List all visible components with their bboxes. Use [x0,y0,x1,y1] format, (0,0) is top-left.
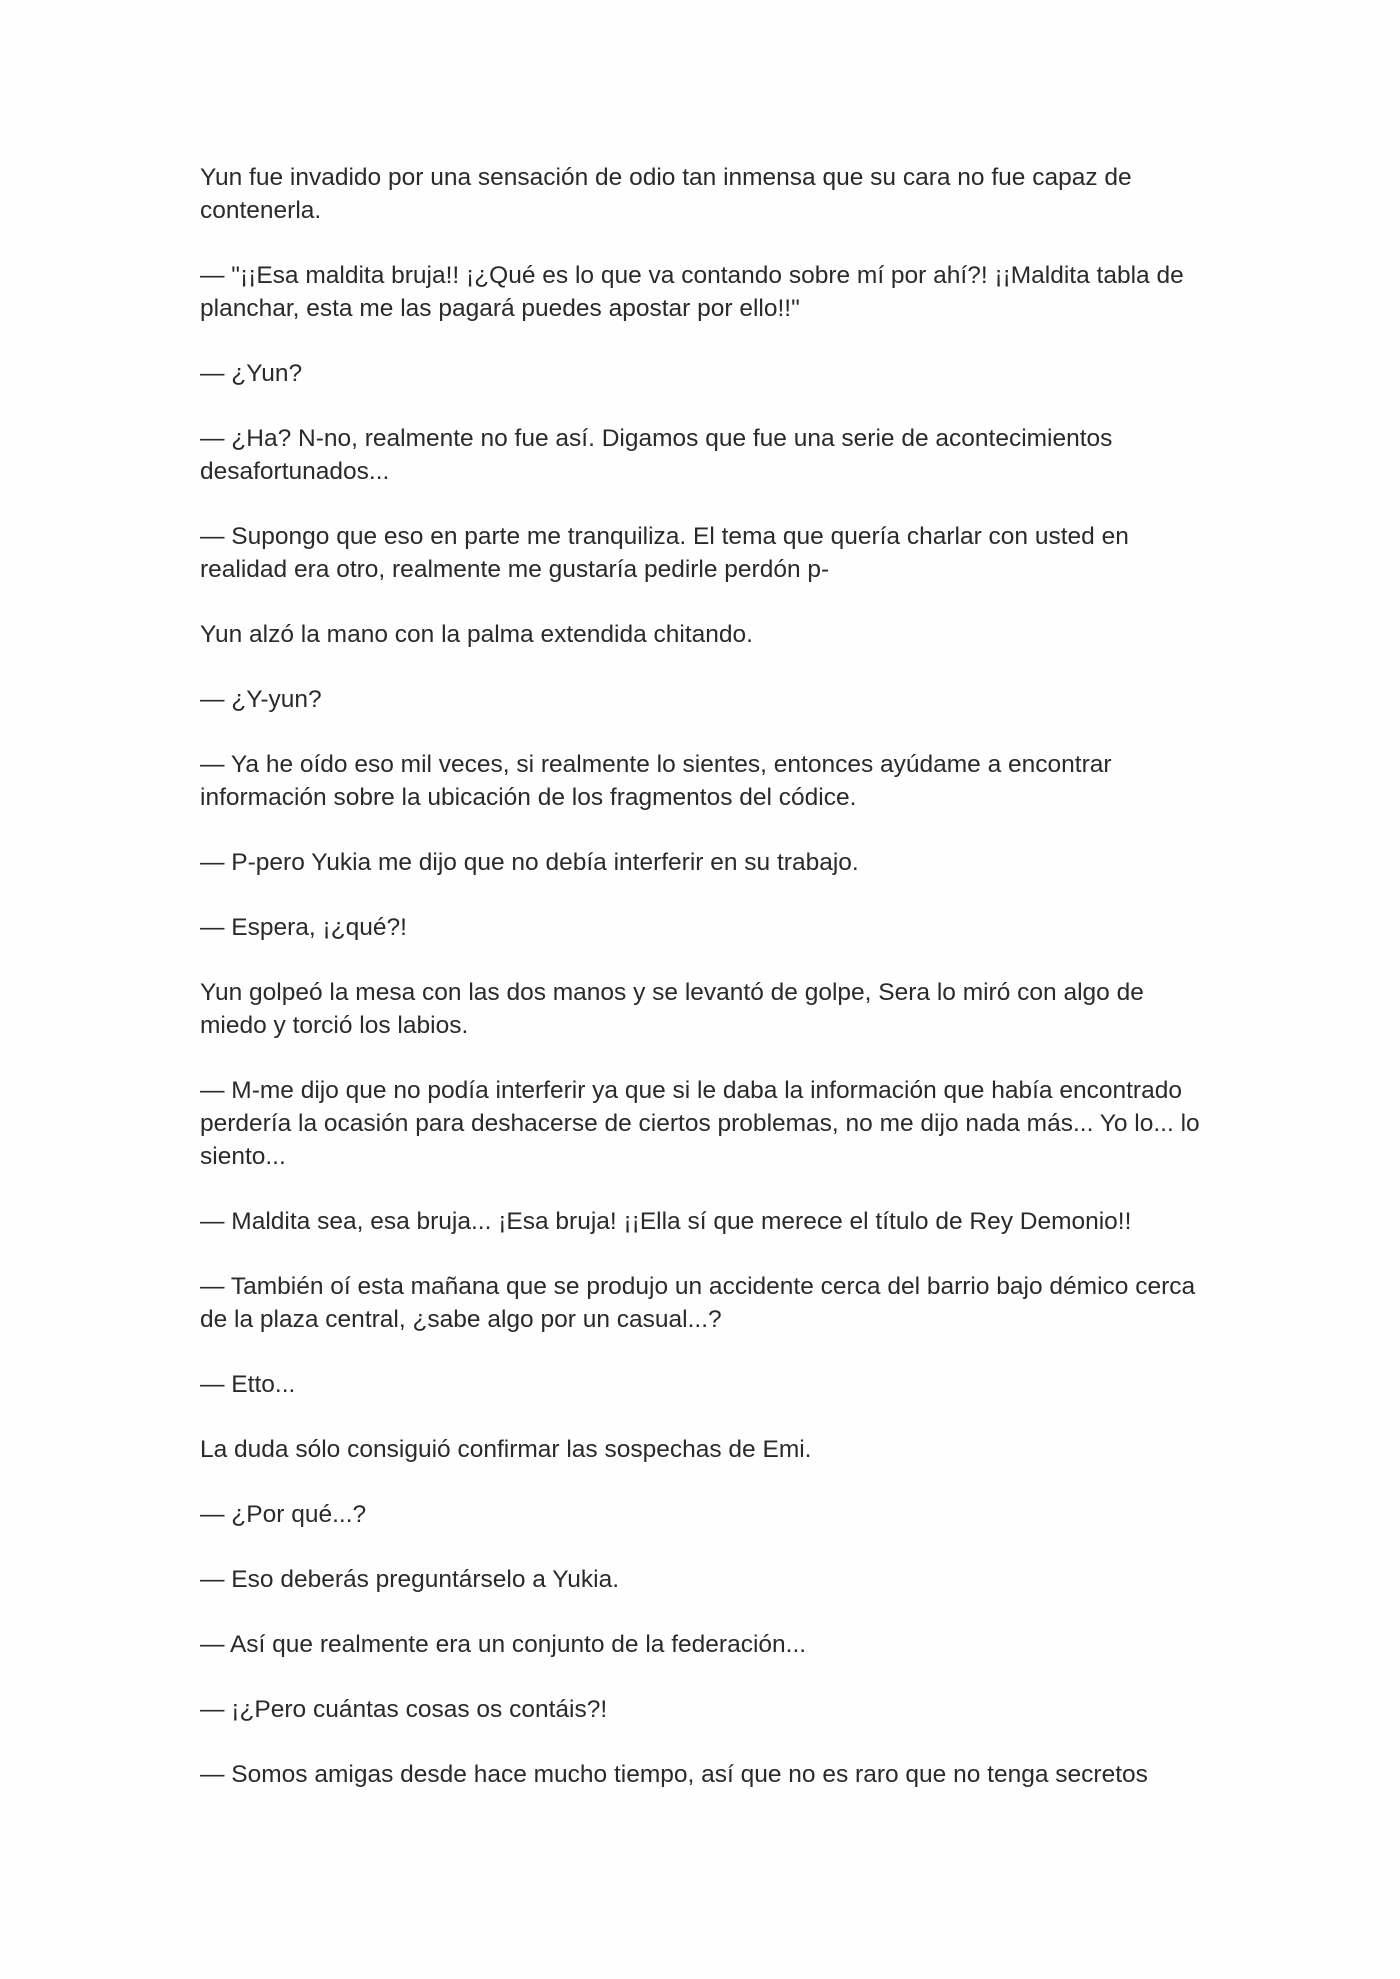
paragraph: — ¿Por qué...? [200,1501,367,1528]
paragraph: — P-pero Yukia me dijo que no debía interferir en su trabajo. [200,849,859,876]
paragraph: Yun fue invadido por una sensación de odio tan inmensa que su cara no fue capaz de contenerla. [200,164,1132,224]
paragraph: — Así que realmente era un conjunto de la federación... [200,1631,807,1658]
paragraph: — ¿Ha? N-no, realmente no fue así. Digamos que fue una serie de acontecimientos desafortunados... [200,425,1113,485]
paragraph: — También oí esta mañana que se produjo un accidente cerca del barrio bajo démico cerca de la plaza central, ¿sabe algo por un casual...? [200,1273,1196,1333]
paragraph: Yun alzó la mano con la palma extendida chitando. [200,621,753,648]
paragraph: — ¡¿Pero cuántas cosas os contáis?! [200,1696,608,1723]
paragraph: — Etto... [200,1371,296,1398]
paragraph: — Ya he oído eso mil veces, si realmente lo sientes, entonces ayúdame a encontrar información sobre la ubicación de los fragmentos del códice. [200,751,1112,811]
paragraph: Yun golpeó la mesa con las dos manos y se levantó de golpe, Sera lo miró con algo de miedo y torció los labios. [200,979,1144,1039]
document-body [200,161,1205,1823]
paragraph: — Supongo que eso en parte me tranquiliza. El tema que quería charlar con usted en realidad era otro, realmente me gustaría pedirle perdón p- [200,523,1129,583]
paragraph: La duda sólo consiguió confirmar las sospechas de Emi. [200,1436,812,1463]
paragraph: — "¡¡Esa maldita bruja!! ¡¿Qué es lo que va contando sobre mí por ahí?! ¡¡Maldita tabla de planchar, esta me las pagará puedes apostar por ello!!" [200,262,1184,322]
paragraph: — Somos amigas desde hace mucho tiempo, así que no es raro que no tenga secretos [200,1761,1148,1788]
paragraph: — Eso deberás preguntárselo a Yukia. [200,1566,620,1593]
paragraph: — ¿Y-yun? [200,686,322,713]
paragraph: — Maldita sea, esa bruja... ¡Esa bruja! ¡¡Ella sí que merece el título de Rey Demonio!! [200,1208,1132,1235]
paragraph: — M-me dijo que no podía interferir ya que si le daba la información que había encontrado perdería la ocasión para deshacerse de ciertos problemas, no me dijo nada más... Yo lo... lo siento... [200,1077,1200,1170]
paragraph: — Espera, ¡¿qué?! [200,914,407,941]
paragraph: — ¿Yun? [200,360,303,387]
